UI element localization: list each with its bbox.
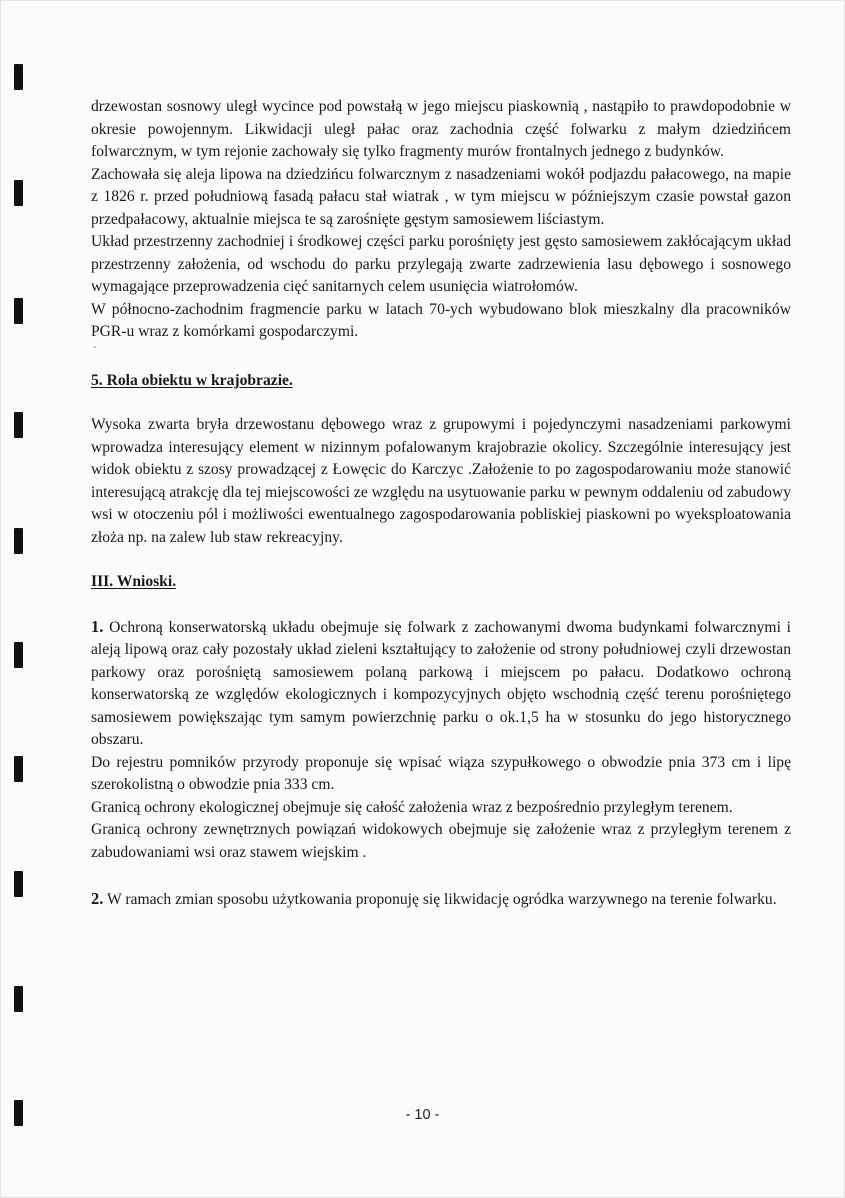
document-body bbox=[91, 96, 791, 912]
item-text: W ramach zmian sposobu użytkowania proponuję się likwidację ogródka warzywnego na terenie folwarku. bbox=[107, 891, 777, 908]
item-text: Ochroną konserwatorską układu obejmuje się folwark z zachowanymi dwoma budynkami folwarcznymi i aleją lipową oraz cały pozostały układ zieleni kształtujący to założenie od strony południowej czyli drzewostan parkowy oraz porośniętą samosiewem polaną parkową i miejscem po pałacu. Dodatkowo ochroną konserwatorską ze względów ekologicznych i kompozycyjnych objęto wschodnią część terenu porośniętego samosiewem powiększając tym samym powierzchnię parku o ok.1,5 ha w stosunku do jego historycznego obszaru. bbox=[91, 618, 792, 748]
scan-mark bbox=[14, 756, 23, 782]
scan-mark bbox=[14, 412, 23, 438]
paragraph: Wysoka zwarta bryła drzewostanu dębowego wraz z grupowymi i pojedynczymi nasadzeniami parkowymi wprowadza interesujący element w nizinnym pofalowanym krajobrazie okolicy. Szczególnie interesujący jest widok obiektu z szosy prowadzącej z Łowęcic do Karczyc .Założenie to po zagospodarowaniu może stanowić interesującą atrakcję dla tej miejscowości ze względu na usytuowanie parku w pewnym oddaleniu od zabudowy wsi w otoczeniu pól i możliwości ewentualnego zagospodarowania pobliskiej piaskowni po wyeksploatowania złoża np. na zalew lub staw rekreacyjny. bbox=[91, 416, 791, 546]
stray-mark: ` bbox=[93, 344, 97, 357]
paragraph: Do rejestru pomników przyrody proponuje się wpisać wiąza szypułkowego o obwodzie pnia 373 cm i lipę szerokolistną o obwodzie pnia 333 cm. bbox=[91, 753, 791, 793]
paragraph: Zachowała się aleja lipowa na dziedzińcu folwarcznym z nasadzeniami wokół podjazdu pałacowego, na mapie z 1826 r. przed południową fasadą pałacu stał wiatrak , w tym miejscu w późniejszym czasie powstał gazon przedpałacowy, aktualnie miejsca te są zarośnięte gęstym samosiewem liściastym. bbox=[91, 165, 791, 228]
paragraph: Granicą ochrony zewnętrznych powiązań widokowych obejmuje się założenie wraz z przyległym terenem z zabudowaniami wsi oraz stawem wiejskim . bbox=[91, 821, 791, 861]
scan-mark bbox=[14, 642, 23, 668]
paragraph: W północno-zachodnim fragmencie parku w latach 70-ych wybudowano blok mieszkalny dla pracowników PGR-u wraz z komórkami gospodarczymi. bbox=[91, 300, 791, 340]
scan-mark bbox=[14, 64, 23, 90]
item-number: 1. bbox=[91, 616, 104, 636]
scan-mark bbox=[14, 871, 23, 897]
section-heading-5: 5. Rola obiektu w krajobrazie. bbox=[91, 371, 293, 389]
paragraph: Granicą ochrony ekologicznej obejmuje się całość założenia wraz z bezpośrednio przyległym terenem. bbox=[91, 798, 733, 816]
scan-mark bbox=[14, 986, 23, 1012]
scan-mark bbox=[14, 298, 23, 324]
paragraph: Układ przestrzenny zachodniej i środkowej części parku porośnięty jest gęsto samosiewem zakłócającym układ przestrzenny założenia, od wschodu do parku przylegają zwarte zadrzewienia lasu dębowego i sosnowego wymagające przeprowadzenia cięć sanitarnych celem usunięcia wiatrołomów. bbox=[91, 233, 791, 295]
item-number: 2. bbox=[91, 889, 104, 908]
scan-mark bbox=[14, 528, 23, 554]
conclusion-item-2 bbox=[91, 888, 791, 912]
paragraph: drzewostan sosnowy uległ wycince pod powstałą w jego miejscu piaskownią , nastąpiło to prawdopodobnie w okresie powojennym. Likwidacji uległ pałac oraz zachodnia część folwarku z małym dziedzińcem folwarcznym, w tym rejonie zachowały się tylko fragmenty murów frontalnych jednego z budynków. bbox=[91, 98, 791, 160]
conclusion-item-1 bbox=[91, 616, 791, 752]
page-number: - 10 - bbox=[405, 1107, 440, 1123]
scan-mark bbox=[14, 180, 23, 206]
section-heading-conclusions: III. Wnioski. bbox=[91, 573, 177, 590]
